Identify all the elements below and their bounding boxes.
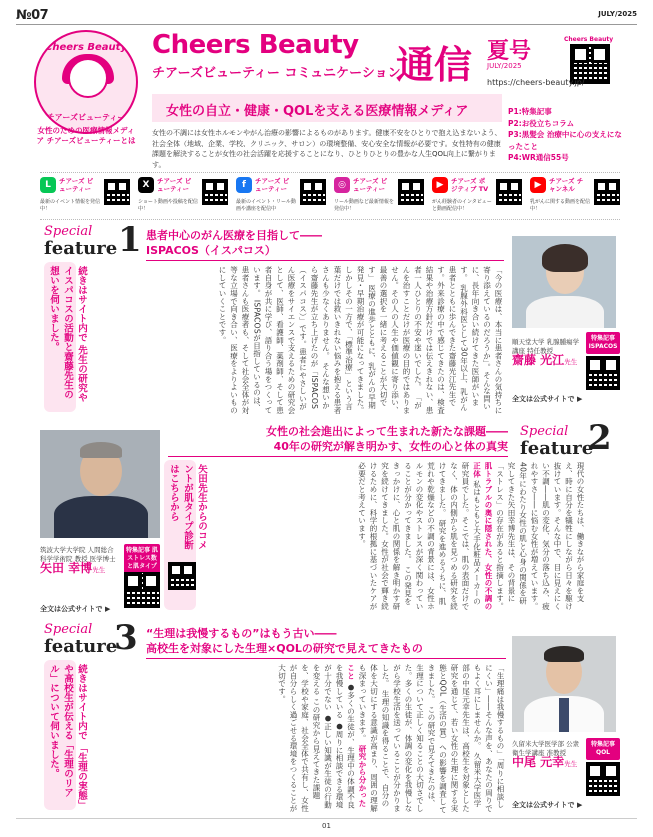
social-links: [40, 172, 620, 220]
feature2-number: 2: [588, 418, 612, 458]
sns-facebook[interactable]: [236, 177, 328, 217]
feature3-tag: 特集記事 QOL: [586, 738, 620, 760]
sns-qr-code[interactable]: [202, 179, 228, 205]
sns-desc: 最新のイベント情報を発信中！: [40, 199, 101, 212]
sns-name: チアーズ ポジティブ TV: [451, 177, 489, 193]
toc-item[interactable]: P2:お役立ちコラム: [508, 118, 575, 128]
top-rule: [16, 24, 637, 25]
masthead-subtitle: チアーズビューティー コミュニケーション: [152, 66, 401, 81]
feature3-number: 3: [114, 618, 138, 658]
feature2-side-heading: 肌トラブルの奥に隠された、女性の不調の正体: [472, 462, 493, 611]
logo-top-text: Cheers Beauty: [45, 42, 127, 53]
youtube-icon: ▶: [530, 177, 546, 193]
feature2-title: [168, 424, 508, 454]
body-paragraph: この発見をきっかけに、心と肌の関係を解き明かす研究を続けてきました。女性が社会で輝き続けるために、科学的根拠に基づいたケアが必要だと考えています。: [357, 462, 413, 611]
body-paragraph: この研究から見えてきた課題を、学校や家庭、社会全体で共有し、女性が自分らしく過ごせる環境をつくることが大切です。: [277, 664, 321, 813]
profile-affiliation: 久留米大学医学部 公衆衛生学講座 准教授: [512, 740, 580, 757]
x-icon: X: [138, 177, 154, 193]
feature3-title: [146, 626, 423, 656]
sns-name: チアーズ チャンネル: [549, 177, 584, 193]
season-date: JULY/2025: [487, 62, 522, 70]
body-paragraph: 久留米大学医学部の中尾元幸先生は、高校生を対象とした研究を通じて、若い女性の生理に関する実態とQOL（生活の質）への影響を調査してきました。: [427, 664, 482, 814]
logo-face-icon: [68, 58, 108, 98]
body-paragraph: 現代の女性たちは、働きながら家庭を支え、時に自分を犠牲にしながら日々を駆け抜けています。そんな中で、目に見えにくい不調――肌の変化、気分の落ち込み、疲れやすさ――に悩む女性が増えています。: [530, 462, 585, 611]
body-paragraph: 「今の医療は、本当に患者さんの気持ちに寄り添えているのだろうか」。そんな問いに、長年向き合い続けてきた医師がいます。: [459, 266, 503, 415]
sns-youtube-channel[interactable]: [530, 177, 622, 217]
profile-affiliation: 順天堂大学 乳腺腫瘍学講座 特任教授: [512, 338, 580, 355]
feature1-title-line: 患者中心のがん医療を目指して――: [146, 229, 322, 242]
body-paragraph: 研究を進めるうちに、肌荒れや乾燥などの不調の背景には、女性ホルモンの変化やストレスが深く関わっていることが分かってきました。: [403, 462, 447, 611]
feature1-qr-code[interactable]: [586, 356, 620, 390]
masthead-tsuushin: 通信: [396, 43, 473, 87]
site-url[interactable]: https://cheers-beauty.jp/: [487, 78, 585, 87]
feature3-side-heading: 研究から分かったこと: [346, 664, 367, 808]
body-paragraph: 「がんを治すことだけが医療の目的ではありません。その人の人生や価値観に寄り添い、最善の選択を一緒に考えることが大切です」: [367, 266, 423, 415]
feature1-special: Special: [44, 224, 93, 239]
qr-brand-label: Cheers Beauty: [564, 36, 614, 43]
feature1-fullsite-link[interactable]: 全文は公式サイトで ▶: [512, 395, 583, 403]
feature2-photo: [40, 430, 160, 538]
feature1-profile: [512, 338, 582, 367]
table-of-contents: [508, 106, 628, 164]
feature1-lead[interactable]: 続きはサイト内で 先生の研究やイスパコスの活動と齋藤先生の想いを伺いました。: [48, 266, 87, 403]
profile-honorific: 先生: [564, 358, 578, 366]
facebook-icon: f: [236, 177, 252, 193]
feature3-fullsite-link[interactable]: 全文は公式サイトで ▶: [512, 801, 583, 809]
feature1-title-line: ISPACOS（イスパコス）: [146, 244, 276, 257]
sns-qr-code[interactable]: [300, 179, 326, 205]
toc-item[interactable]: P1:特集記事: [508, 107, 552, 116]
youtube-icon: ▶: [432, 177, 448, 193]
sns-qr-code[interactable]: [594, 179, 620, 205]
issue-date: JULY/2025: [598, 10, 637, 18]
feature1-rule: [146, 260, 504, 261]
sns-name: チアーズ ビューティー: [255, 177, 290, 193]
body-paragraph: 「生理痛は我慢するもの」「周りに相談しにくい」――そんな声を、あなたの周りでもよく耳にしませんか。: [473, 664, 505, 813]
body-paragraph: 医療の進歩とともに、乳がんの早期発見・早期治療が可能になってきました。しかしその一方で、「標準治療」という言葉だけでは救いきれない悩みを抱える患者さんも少なくありません。: [321, 266, 377, 415]
feature2-profile: [40, 546, 120, 575]
feature2-title-line: 40年の研究が解き明かす、女性の心と体の真実: [273, 440, 508, 453]
profile-name: 中尾 元幸: [512, 755, 565, 769]
sns-name: チアーズ ビューティー: [157, 177, 192, 193]
masthead-title: Cheers Beauty: [152, 30, 359, 60]
sns-qr-code[interactable]: [496, 179, 522, 205]
body-paragraph: 乳腺外科医として30年以上、乳がん患者とともに歩んできた齋藤光江先生です。外来診療の中で感じてきたのは、検査結果や治療方針だけでは伝えきれない、患者一人ひとりの不安や迷いでした。: [413, 266, 469, 415]
feature2-rule: [168, 456, 508, 457]
brand-logo: [34, 30, 138, 134]
tagline: 女性の自立・健康・QOLを支える医療情報メディア: [166, 104, 469, 119]
sns-desc: 乳がんに関する動画を配信中！: [530, 199, 591, 212]
line-icon: L: [40, 177, 56, 193]
body-paragraph: 私はもともと大手化粧品メーカーの研究員でした。そこでは、肌の表面だけでなく、体の内側から肌を見つめる研究を続けてきました。: [438, 462, 482, 611]
instagram-icon: ◎: [334, 177, 350, 193]
feature2-body: [202, 462, 586, 612]
feature2-label: feature: [520, 438, 594, 459]
page-number: 01: [322, 822, 331, 830]
profile-name: 齋藤 光江: [512, 353, 565, 367]
feature2-qr-code[interactable]: [124, 572, 160, 608]
feature2-special: Special: [520, 424, 569, 439]
feature1-title: [146, 228, 322, 258]
sns-desc: がん経験者のインタビューと動画配信中！: [432, 199, 492, 212]
feature3-qr-code[interactable]: [586, 762, 620, 796]
feature3-profile: [512, 740, 584, 769]
toc-item[interactable]: P3:黒髪会 治療中に心の支えになったこと: [508, 130, 622, 151]
profile-honorific: 先生: [564, 760, 578, 768]
feature2-lead-qr-code[interactable]: [168, 562, 196, 590]
feature3-label: feature: [44, 636, 118, 657]
sns-name: チアーズ ビューティー: [353, 177, 388, 193]
about-label: 女性のための医療情報メディア チアーズビューティーとは: [36, 126, 136, 145]
feature1-number: 1: [118, 220, 142, 260]
profile-name: 矢田 幸博: [40, 561, 93, 575]
sns-desc: ショート動画や投稿を配信中！: [138, 199, 198, 212]
body-paragraph: この研究で見えてきたのは、生理について正しく知ることの大切さでした。多くの生徒が、体調の変化を我慢しながら学校生活を送っていることが分かりました。: [381, 664, 436, 813]
body-paragraph: そんな想いから齋藤先生が立ち上げたのが「ISPACOS（イスパコス）」です。患者にやさしいがん医療をサイエンスで支えるための研究会として、医師、看護師、薬剤師、そして患者自身が共に学び、語り合う場をつくっています。: [252, 266, 331, 415]
sns-x[interactable]: [138, 177, 230, 217]
feature1-photo: [512, 236, 616, 328]
feature2-lead[interactable]: 矢田先生からのコメントが肌タイプ診断はこちらから: [168, 464, 207, 550]
sns-line[interactable]: [40, 177, 132, 217]
sns-qr-code[interactable]: [398, 179, 424, 205]
body-paragraph: 生理の知識を得ることで、自分の体を大切にする意識が高まり、周囲の理解も深まっていきます。: [358, 664, 390, 813]
season-label: 夏号: [487, 39, 532, 64]
sns-qr-code[interactable]: [104, 179, 130, 205]
toc-item[interactable]: P4:WR通信55号: [508, 153, 569, 162]
sns-youtube-tv[interactable]: [432, 177, 524, 217]
sns-name: チアーズ ビューティー: [59, 177, 94, 193]
sns-desc: リール動画など最新情報を発信中！: [334, 199, 394, 212]
intro-text: 女性の不調には女性ホルモンやがん治療の影響によるものがあります。健康不安をひとりで抱え込まないよう、社会全体（地域、企業、学校、クリニック、サロン）の環境整備、安心安全な情報が必要です。女性特有の健康課題を解決することが女性の社会活躍を応援することになり、ひとりひとりの豊かな人生QOL向上に繋がります。: [152, 129, 502, 169]
sns-instagram[interactable]: [334, 177, 426, 217]
feature3-title-line: 高校生を対象にした生理×QOLの研究で見えてきたもの: [146, 642, 423, 655]
feature3-body: [84, 664, 506, 814]
body-paragraph: 40年にわたり女性の肌と心身の関係を研究してきた矢田幸博先生は、その背景に「ストレス」の存在があると指摘します。: [495, 462, 528, 611]
feature2-fullsite-link[interactable]: 全文は公式サイトで ▶: [40, 605, 111, 613]
profile-honorific: 先生: [92, 566, 106, 574]
feature3-rule: [146, 658, 506, 659]
bottom-rule: [16, 818, 637, 819]
feature1-body: [84, 266, 504, 416]
feature1-tag: 特集記事 ISPACOS: [586, 332, 620, 354]
feature2-tag: 特集記事 肌ストレス数と肌タイプ: [124, 544, 160, 574]
issue-number: №07: [16, 8, 49, 23]
body-paragraph: ●多くの生徒が、生理中の体調不良を我慢している ●周りに相談できる環境が十分でない ●正しい知識が生徒の行動を変える: [312, 664, 356, 809]
feature3-title-line: “生理は我慢するもの”はもう古い――: [146, 627, 337, 640]
feature3-lead[interactable]: 続きはサイト内で 「生理の実態」や高校生が伝える「生理のリアル」について伺いました。: [48, 664, 87, 806]
feature1-label: feature: [44, 238, 118, 259]
body-paragraph: ISPACOSが目指しているのは、患者さんも医療者も、そして社会全体が対等な立場で向き合い、医療をよりよいものにしていくことです。: [218, 266, 262, 415]
feature3-photo: [512, 636, 616, 732]
profile-affiliation: 筑波大学大学院 人間総合科学学術院 教授 医学博士: [40, 546, 116, 563]
feature3-special: Special: [44, 622, 93, 637]
logo-bottom-text: チアーズビューティー: [46, 113, 126, 122]
sns-desc: 最新のイベント・リール動画や講座を配信中: [236, 199, 296, 212]
feature2-title-line: 女性の社会進出によって生まれた新たな課題――: [266, 425, 508, 438]
